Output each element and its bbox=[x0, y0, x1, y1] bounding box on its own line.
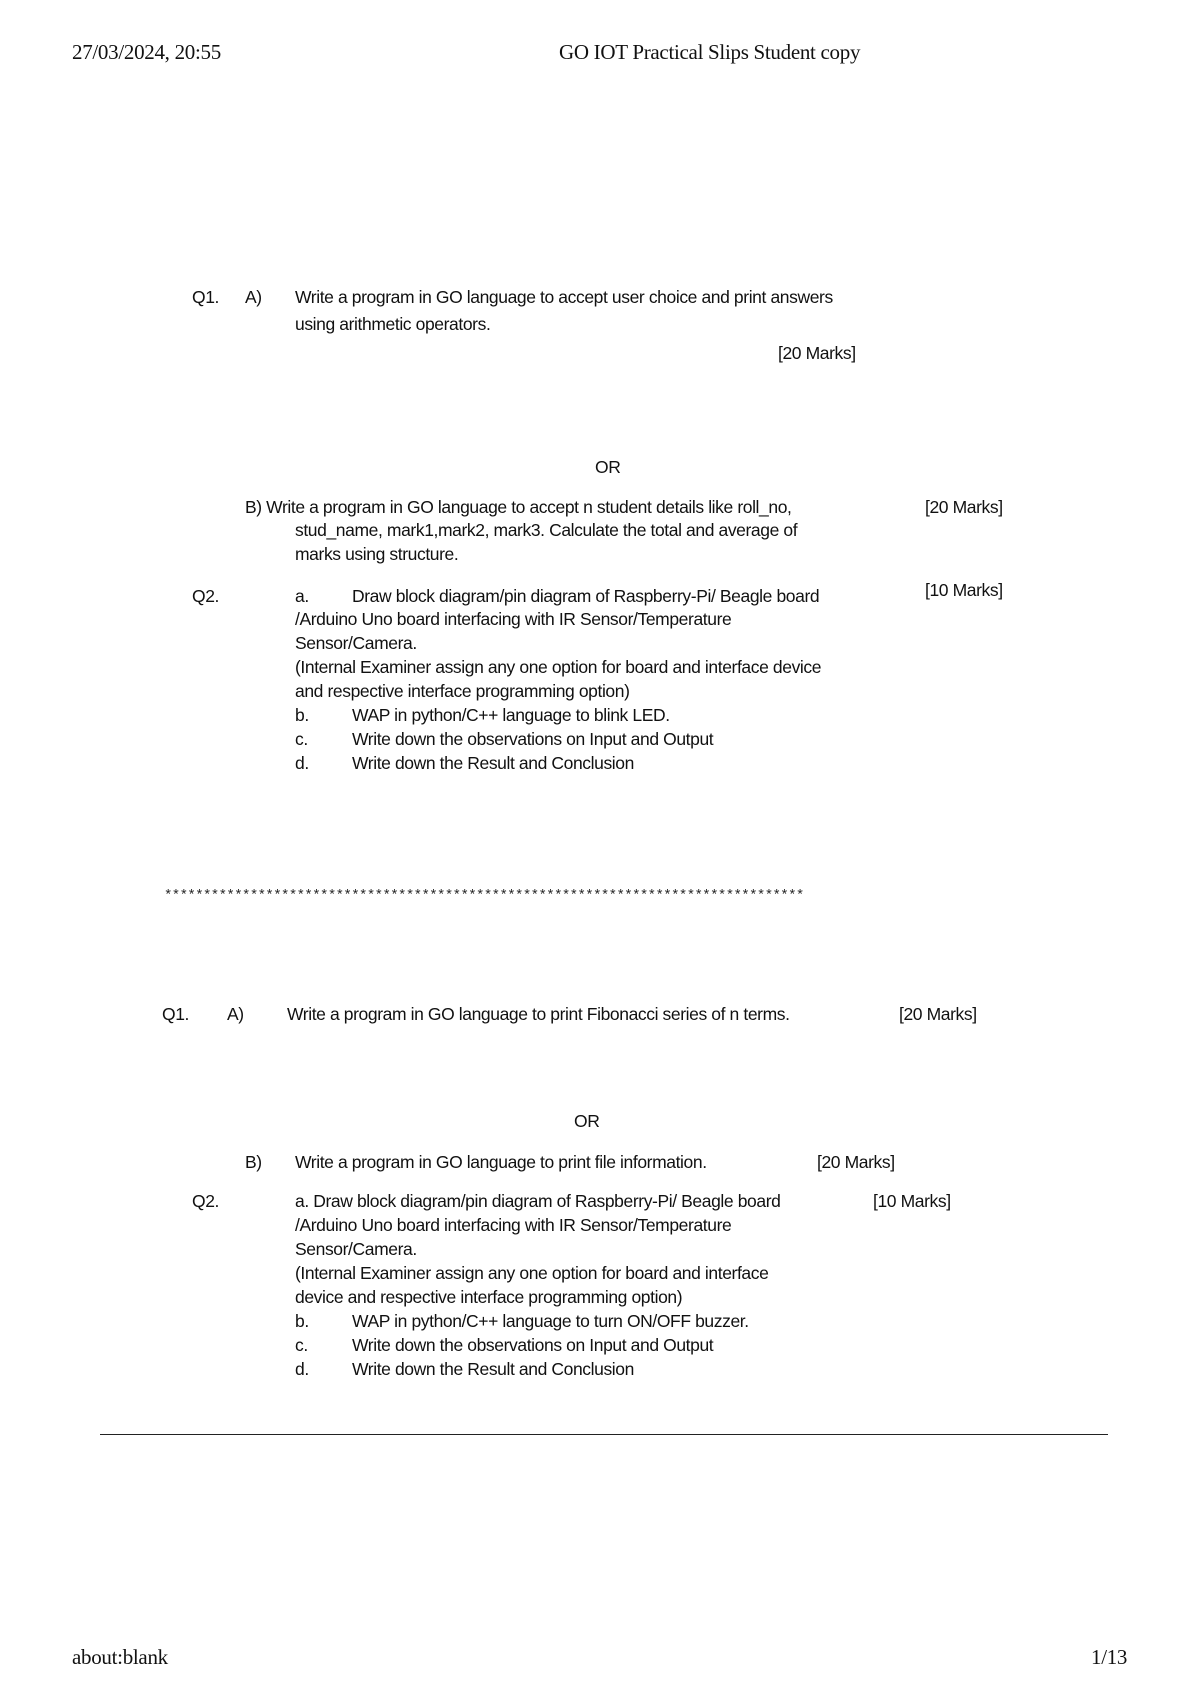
slip2-q2-note-line2: device and respective interface programming option) bbox=[295, 1287, 683, 1307]
slip1-q2-d-label: d. bbox=[295, 753, 309, 773]
slip2-q2-label: Q2. bbox=[192, 1191, 220, 1211]
print-datetime: 27/03/2024, 20:55 bbox=[72, 40, 221, 64]
slip2-a-label: A) bbox=[227, 1004, 244, 1024]
slip2-a-text: Write a program in GO language to print Fibonacci series of n terms. bbox=[287, 1004, 790, 1024]
slip2-q2-c-label: c. bbox=[295, 1335, 308, 1355]
slip2-q2-a-line1: a. Draw block diagram/pin diagram of Raspberry-Pi/ Beagle board bbox=[295, 1191, 781, 1211]
slip1-q2-a-line2: /Arduino Uno board interfacing with IR Sensor/Temperature bbox=[295, 609, 732, 629]
slip2-q2-d-text: Write down the Result and Conclusion bbox=[352, 1359, 634, 1379]
slip2-b-marks: [20 Marks] bbox=[817, 1152, 895, 1172]
slip2-q2-d-label: d. bbox=[295, 1359, 309, 1379]
slip2-q2-b-label: b. bbox=[295, 1311, 309, 1331]
document-title: GO IOT Practical Slips Student copy bbox=[559, 40, 861, 64]
page-number: 1/13 bbox=[1091, 1645, 1128, 1669]
slip1-q1-label: Q1. bbox=[192, 287, 220, 307]
slip1-q2-c-text: Write down the observations on Input and Output bbox=[352, 729, 714, 749]
slip2-q2-b-text: WAP in python/C++ language to turn ON/OFF buzzer. bbox=[352, 1311, 749, 1331]
slip2-q2-a-line3: Sensor/Camera. bbox=[295, 1239, 417, 1259]
slip1-or: OR bbox=[595, 457, 621, 477]
slip1-q2-a-line1: Draw block diagram/pin diagram of Raspberry-Pi/ Beagle board bbox=[352, 586, 820, 606]
slip1-b-marks: [20 Marks] bbox=[925, 497, 1003, 517]
slip2-b-text: Write a program in GO language to print file information. bbox=[295, 1152, 707, 1172]
slip1-a-text-line2: using arithmetic operators. bbox=[295, 314, 491, 334]
slip2-b-label: B) bbox=[245, 1152, 262, 1172]
footer-url: about:blank bbox=[72, 1645, 168, 1669]
slip1-q2-note-line2: and respective interface programming option) bbox=[295, 681, 630, 701]
slip2-q2-a-line2: /Arduino Uno board interfacing with IR Sensor/Temperature bbox=[295, 1215, 732, 1235]
slip1-q2-a-label: a. bbox=[295, 586, 309, 606]
slip1-q2-a-line3: Sensor/Camera. bbox=[295, 633, 417, 653]
slip1-b-text-line2: stud_name, mark1,mark2, mark3. Calculate the total and average of bbox=[295, 520, 798, 540]
slip1-q2-b-label: b. bbox=[295, 705, 309, 725]
slip1-b-text-line3: marks using structure. bbox=[295, 544, 459, 564]
slip2-or: OR bbox=[574, 1111, 600, 1131]
slip2-a-marks: [20 Marks] bbox=[899, 1004, 977, 1024]
slip1-q2-d-text: Write down the Result and Conclusion bbox=[352, 753, 634, 773]
slip1-q2-marks: [10 Marks] bbox=[925, 580, 1003, 600]
slip2-q2-c-text: Write down the observations on Input and Output bbox=[352, 1335, 714, 1355]
slip-separator: ********************************************************************************** bbox=[164, 888, 804, 904]
slip1-a-marks: [20 Marks] bbox=[778, 343, 856, 363]
slip2-q2-note-line1: (Internal Examiner assign any one option for board and interface bbox=[295, 1263, 769, 1283]
slip1-b-text-line1: B) Write a program in GO language to accept n student details like roll_no, bbox=[245, 497, 792, 517]
slip1-q2-label: Q2. bbox=[192, 586, 220, 606]
slip1-q2-c-label: c. bbox=[295, 729, 308, 749]
horizontal-rule bbox=[100, 1434, 1108, 1435]
slip1-q2-note-line1: (Internal Examiner assign any one option for board and interface device bbox=[295, 657, 822, 677]
slip1-a-label: A) bbox=[245, 287, 262, 307]
slip1-a-text-line1: Write a program in GO language to accept user choice and print answers bbox=[295, 287, 833, 307]
slip1-q2-b-text: WAP in python/C++ language to blink LED. bbox=[352, 705, 670, 725]
slip2-q2-marks: [10 Marks] bbox=[873, 1191, 951, 1211]
slip2-q1-label: Q1. bbox=[162, 1004, 190, 1024]
